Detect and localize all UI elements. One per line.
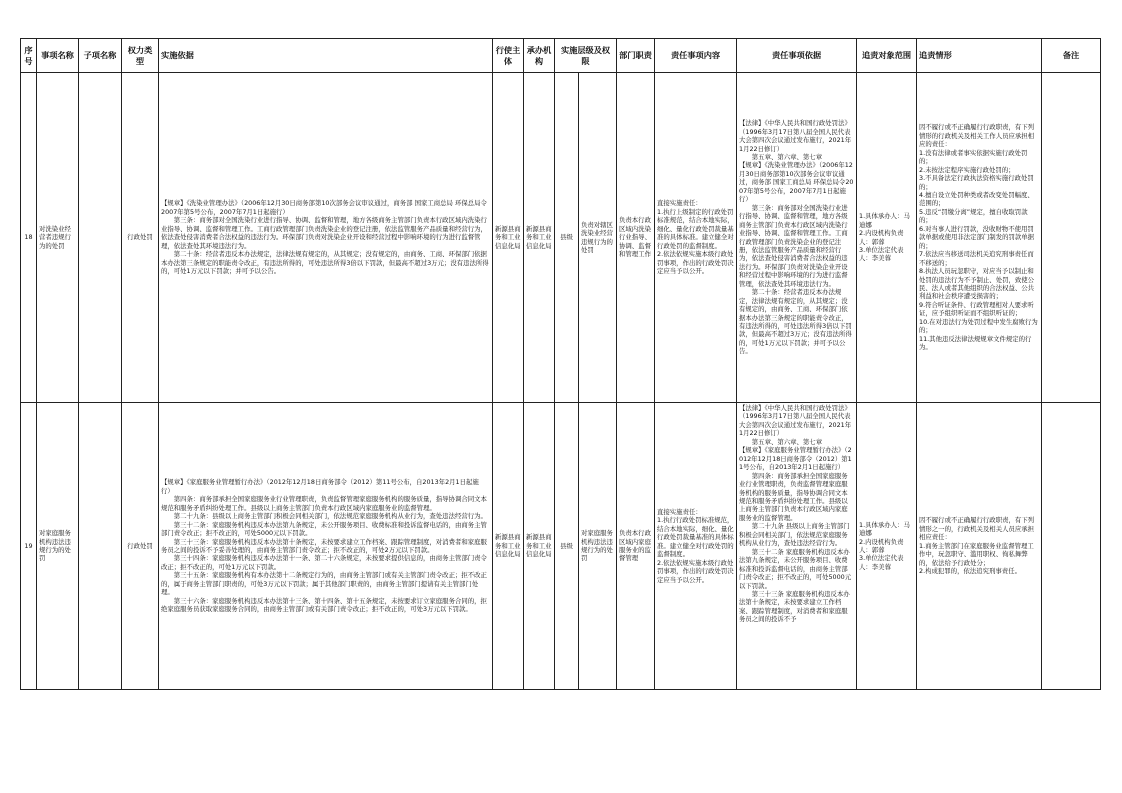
row-note <box>1042 403 1101 690</box>
row-dept-duty: 对家庭服务机构违法违规行为的处罚 <box>579 403 617 690</box>
header-agency: 承办机构 <box>524 39 555 73</box>
row-resp-content: 直接实施责任： 1.执行上级制定的行政处罚标准规范，结合本地实际，细化、量化行政处罚裁量基准的具体标准。建立健全对行政处罚的监督制度。 2.依法依规实施本级行政处罚事项，作出的行政处罚决定应当予以公开。 <box>655 73 737 403</box>
row-resp-basis: 【法律】《中华人民共和国行政处罚法》（1996年3月17日第八届全国人民代表大会第四次会议通过发布施行，2021年1月22日修订） 第五章、第六章、第七章 【规章】《家庭服务业管理暂行办法》（2012年12月18日商务部令（2012）第11号公布，自2013年2月1日起施行） 第四条：商务部承担全国家庭服务业行业管理职责，负责监督管理家庭服务机构的服务质量，指导协调合同文本规范和服务矛盾纠纷处理工作。县级以上商务主管部门负责本行政区域内家庭服务业的监督管理。 第二十九条 县级以上商务主管部门积极会同相关部门，依法规范家庭服务机构从业行为，查处违法经营行为。 第三十二条 家庭服务机构违反本办法第九条规定，未公开服务项目、收费标准和投诉监督电话的，由商务主管部门责令改正；拒不改正的，可处5000元以下罚款。 第三十三条 家庭服务机构违反本办法第十条规定，未按要求建立工作档案、跟踪管理制度，对消费者和家庭服务员之间的投诉不予 <box>739 404 852 624</box>
header-note: 备注 <box>1042 39 1101 73</box>
row-sub-item <box>79 403 122 690</box>
header-dept-duty: 部门职责 <box>617 39 655 73</box>
row-agency: 新源县商务和工业信息化局 <box>524 403 555 690</box>
row-situation: 因不履行或不正确履行行政职责，有下列情形之一的，行政机关及相关人员应承担相应责任： 1.商务主管部门在家庭服务业监督管理工作中，玩忽职守、滥用职权、徇私舞弊的，依法给予行政处分； 2.构成犯罪的，依法追究刑事责任。 <box>917 403 1042 690</box>
row-situation: 因不履行或不正确履行行政职责，有下列情形的行政机关及相关工作人员应承担相应的责任： 1.没有法律或者事实依据实施行政处罚的； 2.未按法定程序实施行政处罚的； 3.不具备法定行政执法资格实施行政处罚的； 4.擅自设立处罚种类或者改变处罚幅度、范围的； 5.违反“罚缴分离”规定，擅自收取罚款的； 6.对当事人进行罚款，没收财物不使用罚款单据或使用非法定部门制发的罚款单据的； 7.依法应当移送司法机关追究刑事责任而不移送的； 8.执法人员玩忽职守，对应当予以制止和处罚的违法行为不予制止、处罚，致使公民、法人或者其他组织的合法权益、公共利益和社会秩序遭受损害的； 9.符合听证条件、行政管理相对人要求听证，应予组织听证而不组织听证的； 10.在对违法行为处罚过程中发生腐败行为的； 11.其他违反法律法规规章文件规定的行为。 <box>917 73 1042 403</box>
row-dept-duty: 负责对辖区洗染业经营违规行为的处罚 <box>579 73 617 403</box>
responsibility-table <box>20 38 1101 690</box>
table-row <box>21 403 1101 690</box>
header-basis: 实施依据 <box>159 39 493 73</box>
header-row <box>21 39 1101 73</box>
row-agency: 新源县商务和工业信息化局 <box>524 73 555 403</box>
row-power-type: 行政处罚 <box>122 73 159 403</box>
header-sub-item: 子项名称 <box>79 39 122 73</box>
row-item-name: 对洗染业经营者违规行为的处罚 <box>37 73 79 403</box>
row-level: 县级 <box>555 73 579 403</box>
row-resp-basis: 【法律】《中华人民共和国行政处罚法》（1996年3月17日第八届全国人民代表大会第四次会议通过发布施行，2021年1月22日修订） 第五章、第六章、第七章 【规章】《洗染业管理办法》（2006年12月30日商务部第10次部务会议审议通过，商务部 国家工商总局 环保总局令2007年第5号公布，2007年7月1日起施行） 第三条：商务部对全国洗染行业进行指导、协调、监督和管理，地方各级商务主管部门负责本行政区域内洗染行业指导、协调、监督和管理工作。工商行政管理部门负责洗染企业的登记注册，依法监管服务产品质量和经营行为，依法查处侵害消费者合法权益的违法行为。环保部门负责对洗染企业开设和经营过程中影响环境的行为进行监督管理，依法查处其环境违法行为。 第二十条：经营者违反本办法规定，法律法规有规定的，从其规定；没有规定的，由商务、工商、环保部门依据本办法第三条规定的职能责令改正，有违法所得的，可处违法所得3倍以下罚款，但最高不超过3万元；没有违法所得的，可处1万元以下罚款；并可予以公告。 <box>737 73 857 403</box>
row-item-name: 对家庭服务机构违法违规行为的处罚 <box>37 403 79 690</box>
row-basis: 【规章】《家庭服务业管理暂行办法》（2012年12月18日商务部令（2012）第11号公布，自2013年2月1日起施行） 第四条：商务部承担全国家庭服务业行业管理职责，负责监督管理家庭服务机构的服务质量，指导协调合同文本规范和服务矛盾纠纷处理工作。县级以上商务主管部门负责本行政区域内家庭服务业的监督管理。 第二十九条：县级以上商务主管部门积极会同相关部门，依法规范家庭服务机构从业行为，查处违法经营行为。 第三十二条：家庭服务机构违反本办法第九条规定，未公开服务项目、收费标准和投诉监督电话的，由商务主管部门责令改正；拒不改正的，可处5000元以下罚款。 第三十三条：家庭服务机构违反本办法第十条规定，未按要求建立工作档案、跟踪管理制度，对消费者和家庭服务员之间的投诉不予妥善处理的，由商务主管部门责令改正；拒不改正的，可处2万元以下罚款。 第三十四条：家庭服务机构违反本办法第十一条、第二十六条规定，未按要求提供信息的，由商务主管部门责令改正；拒不改正的，可处1万元以下罚款。 第三十五条：家庭服务机构有本办法第十二条规定行为的，由商务主管部门或有关主管部门责令改正；拒不改正的，属于商务主管部门职责的，可处3万元以下罚款；属于其他部门职责的，由商务主管部门提请有关主管部门处理。 第三十六条：家庭服务机构违反本办法第十三条、第十四条、第十五条规定，未按要求订立家庭服务合同的，拒绝家庭服务员获取家庭服务合同的，由商务主管部门或有关部门责令改正；拒不改正的，可处3万元以下罚款。 <box>159 403 493 690</box>
header-resp-basis: 责任事项依据 <box>737 39 857 73</box>
row-sub-item <box>79 73 122 403</box>
header-seq: 序号 <box>21 39 37 73</box>
row-basis: 【规章】《洗染业管理办法》（2006年12月30日商务部第10次部务会议审议通过，商务部 国家工商总局 环保总局令2007年第5号公布，2007年7月1日起施行） 第三条：商务部对全国洗染行业进行指导、协调、监督和管理，地方各级商务主管部门负责本行政区域内洗染行业指导、协调、监督和管理工作。工商行政管理部门负责洗染企业的登记注册，依法监管服务产品质量和经营行为，依法查处侵害消费者合法权益的违法行为。环保部门负责对洗染企业开设和经营过程中影响环境的行为进行监督管理，依法查处其环境违法行为。 第二十条：经营者违反本办法规定，法律法规有规定的，从其规定；没有规定的，由商务、工商、环保部门依据本办法第三条规定的职能责令改正，有违法所得的，可处违法所得3倍以下罚款，但最高不超过3万元；没有违法所得的，可处1万元以下罚款；并可予以公告。 <box>159 73 493 403</box>
row-resp-content: 直接实施责任： 1.执行行政处罚标准规范，结合本地实际，细化、量化行政处罚裁量基准的具体标准。建立健全对行政处罚的监督制度。 2.依法依规实施本级行政处罚事项，作出的行政处罚决定应当予以公开。 <box>655 403 737 690</box>
row-seq: 18 <box>21 73 37 403</box>
header-power-type: 权力类型 <box>122 39 159 73</box>
header-level: 实施层级及权限 <box>555 39 617 73</box>
header-item-name: 事项名称 <box>37 39 79 73</box>
row-note <box>1042 73 1101 403</box>
header-scope: 追责对象范围 <box>857 39 917 73</box>
row-dept-duty-detail: 负责本行政区域内洗染行业指导、协调、监督和管理工作 <box>617 73 655 403</box>
row-subject: 新源县商务和工业信息化局 <box>493 73 524 403</box>
row-subject: 新源县商务和工业信息化局 <box>493 403 524 690</box>
row-scope: 1.具体承办人：马迪娜 2.内设机构负责人：郭蓉 3.单位法定代表人：李美蓉 <box>857 403 917 690</box>
header-resp-content: 责任事项内容 <box>655 39 737 73</box>
row-level: 县级 <box>555 403 579 690</box>
header-subject: 行使主体 <box>493 39 524 73</box>
header-situation: 追责情形 <box>917 39 1042 73</box>
row-dept-duty-detail: 负责本行政区域内家庭服务业的监督管理 <box>617 403 655 690</box>
row-resp-basis-cell <box>737 403 857 690</box>
row-seq: 19 <box>21 403 37 690</box>
row-power-type: 行政处罚 <box>122 403 159 690</box>
table-row <box>21 73 1101 403</box>
row-scope: 1.具体承办人：马迪娜 2.内设机构负责人：郭蓉 3.单位法定代表人：李美蓉 <box>857 73 917 403</box>
